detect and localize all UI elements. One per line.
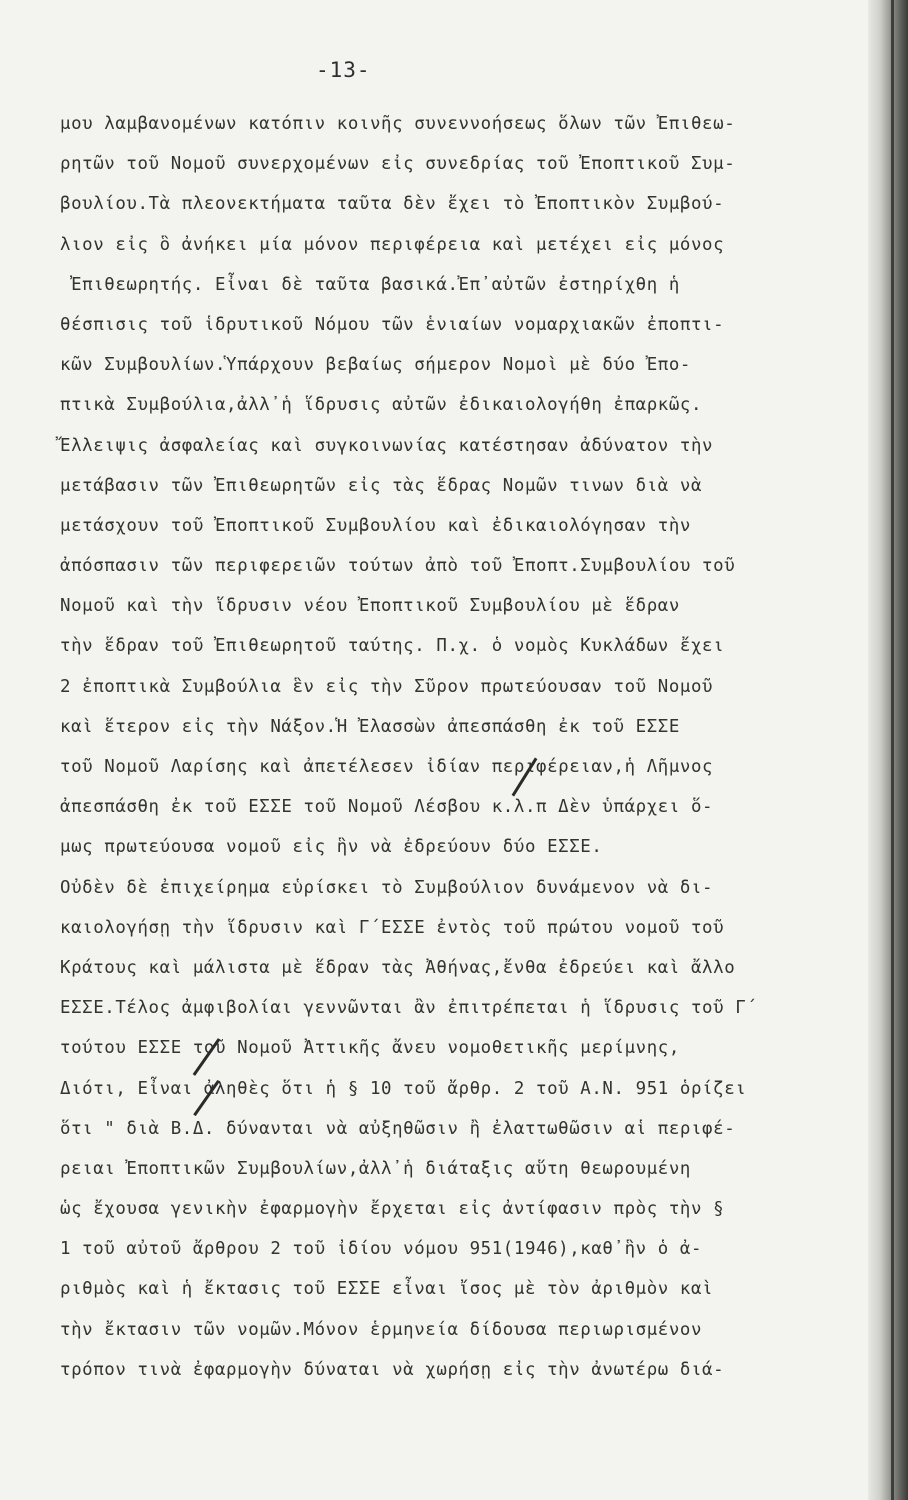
text-line: θέσπισις τοῦ ἱδρυτικοῦ Νόμου τῶν ἑνιαίων νομαρχιακῶν ἐποπτι- (60, 314, 725, 335)
text-line: Διότι, Εἶναι ἀληθὲς ὅτι ἡ § 10 τοῦ ἄρθρ. 2 τοῦ Α.Ν. 951 ὁρίζει (60, 1078, 747, 1099)
text-line: Νομοῦ καὶ τὴν ἵδρυσιν νέου Ἐποπτικοῦ Συμβουλίου μὲ ἕδραν (60, 596, 680, 617)
text-line: ρειαι Ἐποπτικῶν Συμβουλίων,ἀλλ᾽ἡ διάταξις αὕτη θεωρουμένη (60, 1158, 691, 1179)
text-line: Ἔλλειψις ἀσφαλείας καὶ συγκοινωνίας κατέστησαν ἀδύνατον τὴν (60, 435, 714, 456)
text-line: ὅτι " διὰ Β.Δ. δύνανται νὰ αὐξηθῶσιν ἢ ἐλαττωθῶσιν αἱ περιφέ- (60, 1118, 736, 1139)
text-line: λιον εἰς ὃ ἀνήκει μία μόνον περιφέρεια καὶ μετέχει εἰς μόνος (60, 234, 725, 255)
text-line (60, 1390, 860, 1430)
page-binding-line (891, 0, 894, 1500)
text-line: τοῦ Νομοῦ Λαρίσης καὶ ἀπετέλεσεν ἰδίαν περιφέρειαν,ἡ Λῆμνος (60, 757, 714, 777)
text-line: τρόπον τινὰ ἐφαρμογὴν δύναται νὰ χωρήσῃ εἰς τὴν ἀνωτέρω διά- (60, 1359, 725, 1380)
text-line: Οὐδὲν δὲ ἐπιχείρημα εὑρίσκει τὸ Συμβούλιον δυνάμενον νὰ δι- (60, 877, 714, 898)
text-line: πτικὰ Συμβούλια,ἀλλ᾽ἡ ἵδρυσις αὐτῶν ἐδικαιολογήθη ἐπαρκῶς. (60, 395, 703, 416)
text-line: καιολογήσῃ τὴν ἵδρυσιν καὶ Γ´ΕΣΣΕ ἐντὸς τοῦ πρώτου νομοῦ τοῦ (60, 917, 725, 938)
page-number: -13- (316, 58, 371, 82)
text-line: ὡς ἔχουσα γενικὴν ἐφαρμογὴν ἔρχεται εἰς ἀντίφασιν πρὸς τὴν § (60, 1199, 725, 1220)
text-line: ἀπόσπασιν τῶν περιφερειῶν τούτων ἀπὸ τοῦ Ἐποπτ.Συμβουλίου τοῦ (60, 556, 736, 577)
text-line: τὴν ἕδραν τοῦ Ἐπιθεωρητοῦ ταύτης. Π.χ. ὁ νομὸς Κυκλάδων ἔχει (60, 636, 725, 657)
text-line: μετάβασιν τῶν Ἐπιθεωρητῶν εἰς τὰς ἕδρας Νομῶν τινων διὰ νὰ (60, 475, 703, 496)
text-line: ρητῶν τοῦ Νομοῦ συνερχομένων εἰς συνεδρίας τοῦ Ἐποπτικοῦ Συμ- (60, 154, 736, 175)
text-line: Ἐπιθεωρητής. Εἶναι δὲ ταῦτα βασικά.Ἐπ᾽αὐτῶν ἐστηρίχθη ἡ (60, 274, 680, 295)
scanned-page-edge (868, 0, 908, 1500)
text-line: ριθμὸς καὶ ἡ ἔκτασις τοῦ ΕΣΣΕ εἶναι ἴσος μὲ τὸν ἀριθμὸν καὶ (60, 1279, 714, 1300)
text-line (60, 1430, 860, 1470)
text-line: τὴν ἔκτασιν τῶν νομῶν.Μόνον ἑρμηνεία δίδουσα περιωρισμένον (60, 1319, 703, 1340)
text-line: μετάσχουν τοῦ Ἐποπτικοῦ Συμβουλίου καὶ ἐδικαιολόγησαν τὴν (60, 515, 691, 536)
text-line: καὶ ἕτερον εἰς τὴν Νάξον.Ἡ Ἐλασσὼν ἀπεσπάσθη ἐκ τοῦ ΕΣΣΕ (60, 716, 680, 737)
text-line: ΕΣΣΕ.Τέλος ἀμφιβολίαι γεννῶνται ἂν ἐπιτρέπεται ἡ ἵδρυσις τοῦ Γ´ (60, 998, 758, 1019)
text-line: τούτου ΕΣΣΕ τοῦ Νομοῦ Ἀττικῆς ἄνευ νομοθετικῆς μερίμνης, (60, 1038, 680, 1059)
text-line: 2 ἐποπτικὰ Συμβούλια ἓν εἰς τὴν Σῦρον πρωτεύουσαν τοῦ Νομοῦ (60, 676, 714, 697)
text-line: μου λαμβανομένων κατόπιν κοινῆς συνεννοήσεως ὅλων τῶν Ἐπιθεω- (60, 114, 736, 134)
text-line: κῶν Συμβουλίων.Ὑπάρχουν βεβαίως σήμερον Νομοὶ μὲ δύο Ἐπο- (60, 355, 691, 376)
text-line: βουλίου.Τὰ πλεονεκτήματα ταῦτα δὲν ἔχει τὸ Ἐποπτικὸν Συμβού- (60, 194, 725, 215)
typewritten-body-text (60, 104, 860, 1470)
text-line: 1 τοῦ αὐτοῦ ἄρθρου 2 τοῦ ἰδίου νόμου 951(1946),καθ᾽ἣν ὁ ἀ- (60, 1239, 703, 1260)
text-line: ἀπεσπάσθη ἐκ τοῦ ΕΣΣΕ τοῦ Νομοῦ Λέσβου κ.λ.π Δὲν ὑπάρχει ὅ- (60, 797, 714, 818)
text-line: Κράτους καὶ μάλιστα μὲ ἕδραν τὰς Ἀθήνας,ἔνθα ἐδρεύει καὶ ἄλλο (60, 957, 736, 978)
text-line: μως πρωτεύουσα νομοῦ εἰς ἣν νὰ ἐδρεύουν δύο ΕΣΣΕ. (60, 837, 603, 858)
